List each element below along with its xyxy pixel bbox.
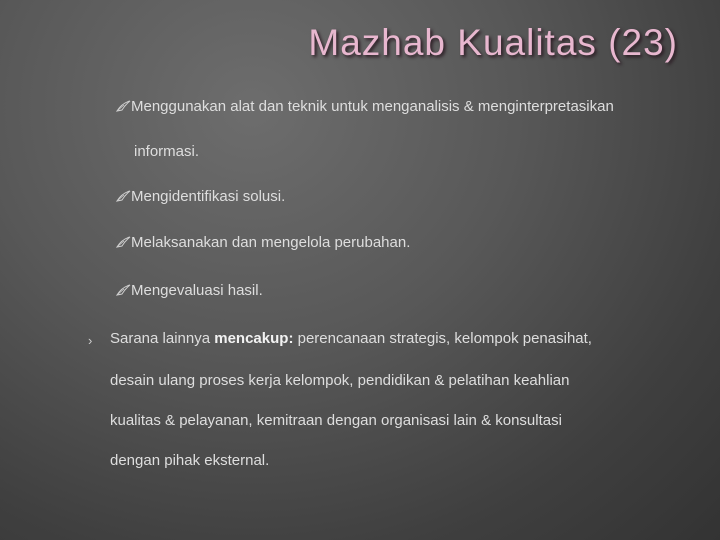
main-bullet-line: kualitas & pelayanan, kemitraan dengan organisasi lain & konsultasi	[110, 412, 562, 429]
main-text-prefix: Sarana lainnya	[110, 330, 215, 347]
sub-bullet-item	[116, 282, 263, 299]
sub-bullet-text: Menggunakan alat dan teknik untuk menganalisis & menginterpretasikan	[131, 98, 614, 115]
sub-bullet-text: Melaksanakan dan mengelola perubahan.	[131, 234, 411, 251]
main-bullet-line: desain ulang proses kerja kelompok, pendidikan & pelatihan keahlian	[110, 372, 570, 389]
quill-bullet-icon	[116, 100, 131, 112]
sub-bullet-item	[116, 234, 410, 251]
sub-bullet-item	[116, 188, 285, 205]
sub-bullet-item	[116, 98, 614, 115]
main-bullet-line	[110, 330, 592, 347]
main-text-bold: mencakup:	[214, 330, 294, 347]
main-bullet-line: dengan pihak eksternal.	[110, 452, 270, 469]
main-text-suffix: perencanaan strategis, kelompok penasihat,	[293, 330, 592, 347]
slide-title: Mazhab Kualitas (23)	[308, 22, 678, 63]
sub-bullet-text: Mengevaluasi hasil.	[131, 282, 263, 299]
quill-bullet-icon	[116, 190, 131, 202]
chevron-right-icon: ›	[88, 333, 93, 348]
quill-bullet-icon	[116, 284, 131, 296]
sub-bullet-continuation: informasi.	[134, 143, 200, 160]
sub-bullet-text: Mengidentifikasi solusi.	[131, 188, 286, 205]
quill-bullet-icon	[116, 236, 131, 248]
